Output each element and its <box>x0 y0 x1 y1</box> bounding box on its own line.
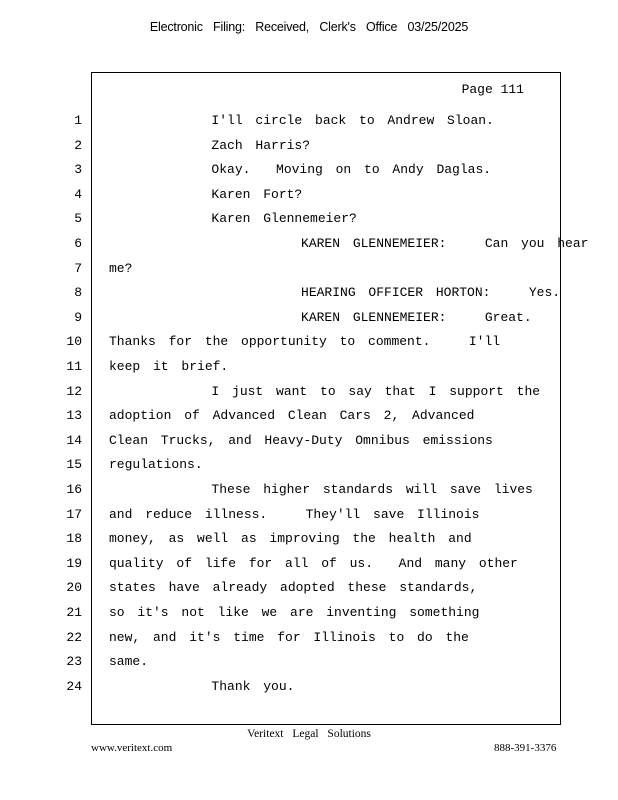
transcript-line <box>0 158 618 182</box>
line-number: 21 <box>66 605 82 620</box>
line-text: KAREN GLENNEMEIER: Great. <box>109 309 532 325</box>
line-number: 13 <box>66 408 82 424</box>
transcript-line <box>0 478 618 502</box>
line-text: new, and it's time for Illinois to do the <box>109 629 469 645</box>
transcript-line <box>0 232 618 256</box>
line-text: and reduce illness. They'll save Illinois <box>109 506 480 522</box>
line-number: 15 <box>66 457 82 473</box>
line-text: Zach Harris? <box>109 137 311 153</box>
transcript-line <box>0 552 618 576</box>
line-number: 8 <box>74 285 82 301</box>
transcript-line <box>0 330 618 354</box>
line-text: I just want to say that I support the <box>109 383 541 399</box>
footer-website: www.veritext.com <box>91 742 173 754</box>
transcript-line <box>0 650 618 674</box>
line-number: 3 <box>74 162 82 178</box>
line-number: 20 <box>66 580 82 596</box>
line-number: 4 <box>74 186 82 202</box>
line-number: 22 <box>66 629 82 645</box>
transcript-line <box>0 576 618 600</box>
footer-company: Veritext Legal Solutions <box>247 728 371 740</box>
transcript-line <box>0 626 618 650</box>
transcript-line <box>0 453 618 477</box>
line-text: Thanks for the opportunity to comment. I'll <box>109 334 501 350</box>
line-text: so it's not like we are inventing something <box>109 605 480 620</box>
line-number: 10 <box>66 334 82 350</box>
line-number: 6 <box>74 236 82 251</box>
line-text: Clean Trucks, and Heavy-Duty Omnibus emissions <box>109 432 493 448</box>
line-text: money, as well as improving the health and <box>109 531 472 547</box>
transcript-line <box>0 134 618 158</box>
transcript-line <box>0 675 618 699</box>
line-text: regulations. <box>109 457 203 473</box>
line-number: 5 <box>74 211 82 227</box>
line-number: 17 <box>66 506 82 522</box>
line-number: 2 <box>74 137 82 153</box>
line-text: same. <box>109 654 149 670</box>
line-number: 19 <box>66 555 82 571</box>
transcript-line <box>0 355 618 379</box>
transcript-line <box>0 503 618 527</box>
transcript-line <box>0 380 618 404</box>
line-number: 14 <box>66 432 82 448</box>
filing-stamp: Electronic Filing: Received, Clerk's Office 03/25/2025 <box>149 20 469 34</box>
page-number: Page 111 <box>461 82 524 97</box>
line-number: 12 <box>66 383 82 399</box>
transcript-line <box>0 527 618 551</box>
line-text: keep it brief. <box>109 359 229 374</box>
transcript-line <box>0 429 618 453</box>
line-number: 11 <box>66 359 82 374</box>
transcript-line <box>0 257 618 281</box>
line-number: 16 <box>66 482 82 497</box>
line-text: Thank you. <box>109 678 295 694</box>
line-number: 24 <box>66 678 82 694</box>
line-text: adoption of Advanced Clean Cars 2, Advanced <box>109 408 475 424</box>
line-text: states have already adopted these standards, <box>109 580 478 596</box>
line-text: me? <box>109 260 133 276</box>
line-text: Karen Glennemeier? <box>109 211 357 227</box>
line-text: I'll circle back to Andrew Sloan. <box>109 113 494 128</box>
footer-phone: 888-391-3376 <box>494 742 557 754</box>
line-number: 1 <box>74 113 82 128</box>
line-text: quality of life for all of us. And many other <box>109 555 518 571</box>
transcript-line <box>0 109 618 133</box>
transcript-line <box>0 183 618 207</box>
line-number: 23 <box>66 654 82 670</box>
transcript-line <box>0 306 618 330</box>
line-text: Karen Fort? <box>109 186 303 202</box>
line-text: KAREN GLENNEMEIER: Can you hear <box>109 236 589 251</box>
transcript-line <box>0 281 618 305</box>
transcript-line <box>0 404 618 428</box>
line-number: 9 <box>74 309 82 325</box>
line-text: HEARING OFFICER HORTON: Yes. <box>109 285 561 301</box>
line-text: Okay. Moving on to Andy Daglas. <box>109 162 492 178</box>
line-number: 7 <box>74 260 82 276</box>
line-text: These higher standards will save lives <box>109 482 533 497</box>
transcript-line <box>0 601 618 625</box>
line-number: 18 <box>66 531 82 547</box>
transcript-line <box>0 207 618 231</box>
